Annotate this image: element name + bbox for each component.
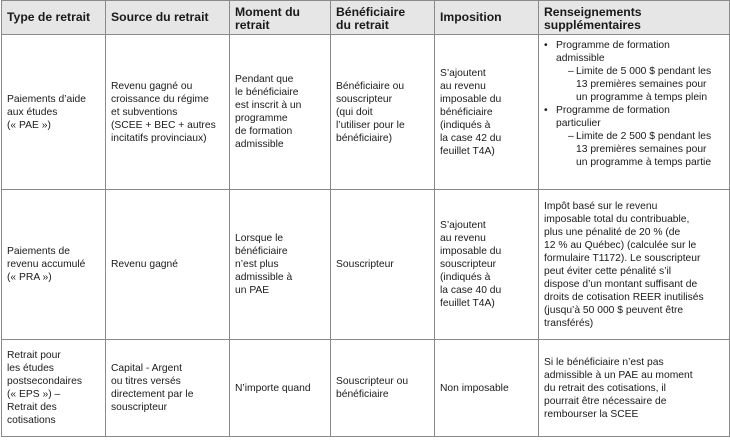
cell-line: Non imposable <box>440 382 509 394</box>
cell-moment <box>230 190 331 340</box>
sub-list <box>556 65 724 104</box>
cell-line: (indiqués à <box>440 119 491 131</box>
cell-line: droits de cotisation REER inutilisés <box>544 291 704 303</box>
cell-line: l’utiliser pour le <box>336 119 405 131</box>
cell-line: imposable du <box>440 93 502 105</box>
cell-line: Souscripteur ou <box>336 376 409 387</box>
cell-line: Si le bénéficiaire n’est pas <box>544 356 664 368</box>
header-moment <box>230 1 331 35</box>
cell-line: revenu accumulé <box>7 259 86 270</box>
cell-line: (SCEE + BEC + autres <box>111 119 216 131</box>
cell-line: programme <box>235 113 288 124</box>
header-beneficiaire-line: du retrait <box>336 17 389 32</box>
cell-beneficiaire <box>331 35 435 190</box>
cell-line: pourrait être nécessaire de <box>544 395 667 407</box>
cell-line: directement par le <box>111 389 194 400</box>
cell-imposition <box>435 190 539 340</box>
header-type: Type de retrait <box>2 1 106 35</box>
cell-renseignements <box>539 190 730 340</box>
header-renseignements-line: Renseignements <box>544 5 642 19</box>
table-row-pra <box>2 190 730 340</box>
cell-line: admissible à un PAE au moment <box>544 369 693 381</box>
sub-line: 13 premières semaines pour <box>576 79 707 90</box>
cell-line: admissible à <box>235 272 293 283</box>
cell-line: le bénéficiaire <box>235 87 299 98</box>
cell-line: bénéficiaire <box>336 389 389 400</box>
cell-line: Paiements d’aide <box>7 93 86 105</box>
cell-line: admissible <box>235 139 284 150</box>
cell-line: ou titres versés <box>111 376 181 387</box>
cell-line: Revenu gagné <box>111 259 178 270</box>
header-row <box>2 1 730 35</box>
cell-line: dispose d’un montant suffisant de <box>544 278 698 290</box>
cell-line: du retrait des cotisations, il <box>544 382 666 394</box>
withdrawal-table <box>1 0 730 437</box>
cell-renseignements <box>539 340 730 437</box>
cell-line: Bénéficiaire ou <box>336 80 405 92</box>
cell-type <box>2 35 106 190</box>
cell-line: imposable du <box>440 246 502 257</box>
cell-line: N’importe quand <box>235 382 311 394</box>
cell-line: et subventions <box>111 106 178 118</box>
cell-line: un PAE <box>235 285 270 296</box>
sub-list-item <box>568 130 724 169</box>
cell-line: souscripteur <box>440 259 497 270</box>
cell-line: postsecondaires <box>7 376 82 387</box>
cell-line: Pendant que <box>235 74 294 85</box>
header-renseignements-line: supplémentaires <box>544 17 641 32</box>
cell-line: incitatifs provinciaux) <box>111 132 207 144</box>
cell-line: souscripteur <box>336 93 393 105</box>
header-beneficiaire-line: Bénéficiaire <box>336 5 406 19</box>
list-item-title: • Programme de formation <box>556 40 670 51</box>
sub-line: – Limite de 2 500 $ pendant les <box>576 131 712 142</box>
cell-line: feuillet T4A) <box>440 298 495 309</box>
sub-line: 13 premières semaines pour <box>576 144 707 155</box>
cell-line: cotisations <box>7 415 56 426</box>
cell-line: bénéficiaire) <box>336 132 393 144</box>
cell-line: bénéficiaire <box>235 246 288 257</box>
list-item-title: • Programme de formation <box>556 105 670 116</box>
cell-line: imposable total du contribuable, <box>544 213 690 225</box>
cell-line: au revenu <box>440 80 486 92</box>
cell-line: la case 42 du <box>440 132 502 144</box>
cell-line: plus une pénalité de 20 % (de <box>544 226 681 238</box>
info-list <box>544 39 724 169</box>
cell-line: (« EPS ») – <box>7 389 61 400</box>
cell-line: rembourser la SCEE <box>544 408 639 420</box>
cell-moment <box>230 35 331 190</box>
cell-line: (qui doit <box>336 106 373 118</box>
cell-line: est inscrit à un <box>235 100 302 111</box>
cell-line: Souscripteur <box>336 259 394 270</box>
cell-type <box>2 340 106 437</box>
table-row-pae <box>2 35 730 190</box>
list-item-title: particulier <box>556 118 601 129</box>
cell-moment <box>230 340 331 437</box>
header-moment-line: Moment du <box>235 5 300 19</box>
header-renseignements <box>539 1 730 35</box>
cell-line: (« PRA ») <box>7 272 52 283</box>
list-item-title: admissible <box>556 53 605 64</box>
sub-line: un programme à temps partie <box>576 157 712 168</box>
cell-line: peut éviter cette pénalité s’il <box>544 265 672 277</box>
cell-line: S’ajoutent <box>440 67 486 79</box>
cell-line: aux études <box>7 106 58 118</box>
cell-line: Retrait des <box>7 402 57 413</box>
cell-source <box>106 340 230 437</box>
header-moment-line: retrait <box>235 17 270 32</box>
cell-line: Capital - Argent <box>111 363 182 374</box>
cell-type <box>2 190 106 340</box>
cell-line: les études <box>7 363 54 374</box>
cell-line: transférés) <box>544 317 594 329</box>
cell-line: S’ajoutent <box>440 220 486 231</box>
cell-line: (« PAE ») <box>7 119 51 131</box>
cell-line: Lorsque le <box>235 233 284 244</box>
header-source: Source du retrait <box>106 1 230 35</box>
cell-line: (jusqu’à 50 000 $ peuvent être <box>544 304 684 316</box>
table-row-eps <box>2 340 730 437</box>
cell-line: (indiqués à <box>440 272 491 283</box>
sub-line: – Limite de 5 000 $ pendant les <box>576 66 712 77</box>
cell-line: Paiements de <box>7 246 70 257</box>
sub-list <box>556 130 724 169</box>
cell-line: bénéficiaire <box>440 106 493 118</box>
cell-source <box>106 35 230 190</box>
cell-line: Retrait pour <box>7 350 61 361</box>
cell-line: de formation <box>235 126 293 137</box>
cell-line: feuillet T4A) <box>440 145 495 157</box>
sub-line: un programme à temps plein <box>576 92 708 103</box>
list-item <box>544 39 724 104</box>
cell-beneficiaire <box>331 190 435 340</box>
cell-imposition <box>435 35 539 190</box>
cell-line: au revenu <box>440 233 486 244</box>
header-beneficiaire <box>331 1 435 35</box>
cell-beneficiaire <box>331 340 435 437</box>
cell-line: Revenu gagné ou <box>111 80 193 92</box>
cell-line: n’est plus <box>235 259 279 270</box>
cell-line: Impôt basé sur le revenu <box>544 200 658 212</box>
list-item <box>544 104 724 169</box>
cell-line: souscripteur <box>111 402 168 413</box>
cell-line: croissance du régime <box>111 93 209 105</box>
cell-line: la case 40 du <box>440 285 502 296</box>
cell-source <box>106 190 230 340</box>
header-imposition: Imposition <box>435 1 539 35</box>
sub-list-item <box>568 65 724 104</box>
cell-line: formulaire T1172). Le souscripteur <box>544 252 701 264</box>
cell-line: 12 % au Québec) (calculée sur le <box>544 239 697 251</box>
cell-renseignements <box>539 35 730 190</box>
cell-imposition <box>435 340 539 437</box>
